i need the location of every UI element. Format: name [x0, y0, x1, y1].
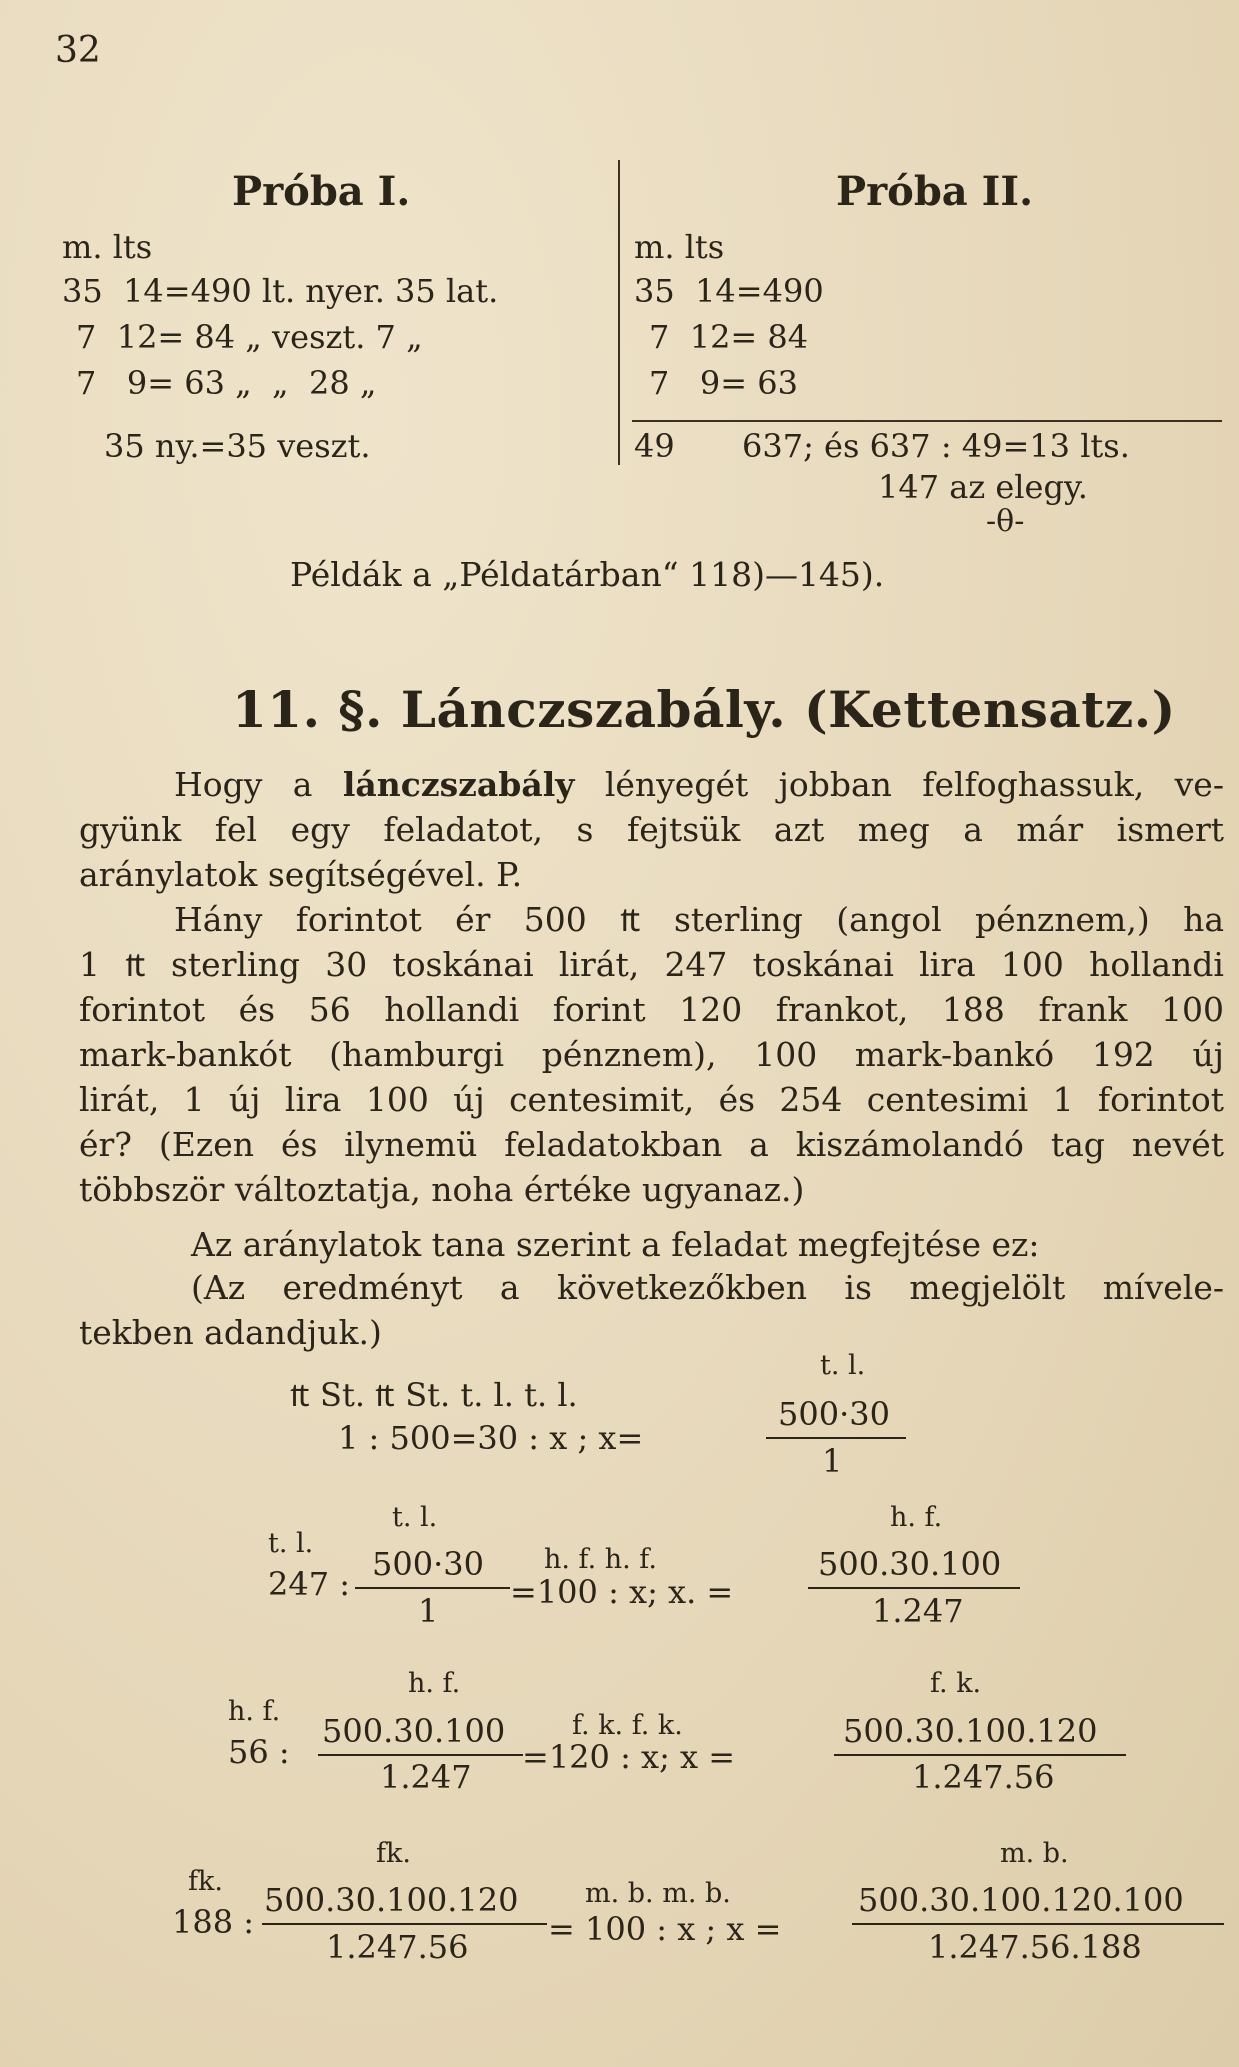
proba-1-header: m. lts: [62, 228, 153, 266]
proba-2-total-left: 49: [634, 427, 675, 465]
eq3-mid-units: f. k. f. k.: [572, 1710, 683, 1741]
proba-2-title: Próba II.: [836, 168, 1033, 215]
eq2-f2-bar: [808, 1587, 1020, 1589]
page-number: 32: [55, 30, 101, 71]
eq2-mid-units: h. f. h. f.: [544, 1544, 657, 1575]
eq1-units: ₶ St. ₶ St. t. l. t. l.: [290, 1376, 578, 1414]
text-line: aránylatok segítségével. P.: [79, 855, 523, 894]
eq4-f2-unit: m. b.: [1000, 1838, 1069, 1869]
text-span: lényegét jobban felfoghassuk, ve-: [574, 765, 1224, 804]
eq4-lead: 188 :: [172, 1903, 255, 1941]
eq2-lead-unit: t. l.: [268, 1528, 314, 1559]
paragraph-method: [79, 1222, 1224, 1267]
eq2-mid: =100 : x; x. =: [510, 1573, 734, 1611]
eq3-f1-bar: [318, 1754, 523, 1756]
proba-1-row: 35 14=490 lt. nyer. 35 lat.: [62, 272, 499, 310]
proba-2-row: 35 14=490: [634, 272, 824, 310]
text-line: [79, 762, 1224, 807]
eq3-lead-unit: h. f.: [228, 1696, 281, 1727]
eq1-numerator: 500·30: [778, 1395, 890, 1433]
text-line: mark-bankót (hamburgi pénznem), 100 mark-bankó 192 új: [79, 1035, 1224, 1074]
text-line: többször változtatja, noha értéke ugyanaz.): [79, 1170, 805, 1209]
eq3-lead: 56 :: [228, 1733, 290, 1771]
eq4-f1-unit: fk.: [376, 1838, 411, 1869]
bold-term: lánczszabály: [342, 765, 575, 804]
column-divider: [618, 160, 620, 465]
eq4-f2-numerator: 500.30.100.120.100: [858, 1881, 1184, 1919]
eq4-f1-denominator: 1.247.56: [326, 1928, 469, 1966]
eq3-f2-numerator: 500.30.100.120: [843, 1712, 1098, 1750]
text-line: Hány forintot ér 500 ₶ sterling (angol pénznem,) ha: [174, 900, 1224, 939]
eq4-f2-bar: [852, 1923, 1224, 1925]
text-line: forintot és 56 hollandi forint 120 frankot, 188 frank 100: [79, 990, 1224, 1029]
paragraph-problem: [79, 897, 1224, 1212]
eq1-denominator: 1: [822, 1442, 843, 1480]
proba-1-result: 35 ny.=35 veszt.: [104, 427, 371, 465]
eq4-f1-numerator: 500.30.100.120: [264, 1881, 519, 1919]
eq4-lead-unit: fk.: [188, 1866, 223, 1897]
text-line: (Az eredményt a következőkben is megjelölt mívele-: [191, 1268, 1224, 1307]
eq3-f2-denominator: 1.247.56: [912, 1758, 1055, 1796]
eq3-f1-numerator: 500.30.100: [322, 1712, 506, 1750]
eq4-f2-denominator: 1.247.56.188: [928, 1928, 1142, 1966]
eq3-f2-bar: [834, 1754, 1126, 1756]
eq1-fraction-bar: [766, 1437, 906, 1439]
eq2-lead: 247 :: [268, 1565, 351, 1603]
eq3-mid: =120 : x; x =: [522, 1738, 736, 1776]
eq3-f2-unit: f. k.: [930, 1668, 982, 1699]
eq4-mid-units: m. b. m. b.: [585, 1878, 731, 1909]
eq4-f1-bar: [262, 1923, 547, 1925]
eq3-f1-unit: h. f.: [408, 1668, 461, 1699]
eq1-frac-unit: t. l.: [820, 1350, 866, 1381]
section-heading: 11. §. Lánczszabály. (Kettensatz.): [232, 680, 1176, 739]
text-line: gyünk fel egy feladatot, s fejtsük azt meg a már ismert: [79, 810, 1224, 849]
eq1-body: 1 : 500=30 : x ; x=: [338, 1419, 644, 1457]
text-span: Hogy a: [174, 765, 343, 804]
text-line: Az aránylatok tana szerint a feladat megfejtése ez:: [191, 1225, 1040, 1264]
eq4-mid: = 100 : x ; x =: [548, 1910, 782, 1948]
proba-1-title: Próba I.: [232, 168, 411, 215]
examples-reference: Példák a „Példatárban“ 118)—145).: [290, 555, 885, 594]
eq2-f2-denominator: 1.247: [872, 1592, 964, 1630]
text-line: tekben adandjuk.): [79, 1313, 382, 1352]
text-line: 1 ₶ sterling 30 toskánai lirát, 247 toskánai lira 100 hollandi: [79, 945, 1224, 984]
proba-1-row: 7 9= 63 „ „ 28 „: [76, 364, 377, 402]
paragraph-intro: [79, 762, 1224, 897]
paragraph-note: [79, 1265, 1224, 1355]
eq2-f1-bar: [355, 1587, 510, 1589]
text-line: lirát, 1 új lira 100 új centesimit, és 254 centesimi 1 forintot: [79, 1080, 1224, 1119]
sum-rule: [632, 420, 1222, 422]
eq2-f1-denominator: 1: [418, 1592, 439, 1630]
proba-2-total-right: 637; és 637 : 49=13 lts.: [742, 427, 1130, 465]
eq2-f1-numerator: 500·30: [372, 1545, 484, 1583]
proba-2-row: 7 9= 63: [649, 364, 798, 402]
proba-2-elegy: 147 az elegy.: [878, 468, 1088, 506]
proba-2-row: 7 12= 84: [649, 318, 809, 356]
end-mark: -θ-: [986, 504, 1025, 539]
eq2-f1-unit: t. l.: [392, 1502, 438, 1533]
proba-2-header: m. lts: [634, 228, 725, 266]
proba-1-row: 7 12= 84 „ veszt. 7 „: [76, 318, 423, 356]
text-line: ér? (Ezen és ilynemü feladatokban a kiszámolandó tag nevét: [79, 1125, 1224, 1164]
eq2-f2-unit: h. f.: [890, 1502, 943, 1533]
eq2-f2-numerator: 500.30.100: [818, 1545, 1002, 1583]
eq3-f1-denominator: 1.247: [380, 1758, 472, 1796]
